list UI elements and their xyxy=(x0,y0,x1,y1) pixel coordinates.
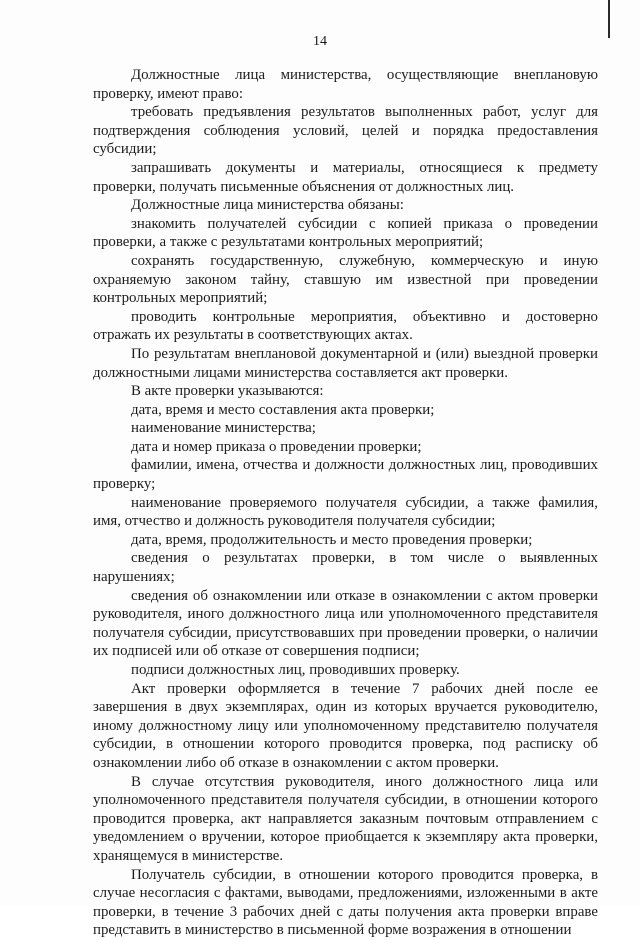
page-number: 14 xyxy=(313,34,327,49)
paragraph: По результатам внеплановой документарной и (или) выездной проверки должностными лицами министерства составляется акт проверки. xyxy=(93,345,598,381)
paragraph: подписи должностных лиц, проводивших проверку. xyxy=(131,662,460,678)
paragraph: В акте проверки указываются: xyxy=(131,383,324,400)
paragraph: запрашивать документы и материалы, относящиеся к предмету проверки, получать письменные объяснения от должностных лиц. xyxy=(93,159,598,195)
paragraph: Должностные лица министерства, осуществляющие внеплановую проверку, имеют право: xyxy=(93,67,598,102)
paragraph: наименование проверяемого получателя субсидии, а также фамилия, имя, отчество и должность руководителя получателя субсидии; xyxy=(93,494,598,530)
paragraph: В случае отсутствия руководителя, иного должностного лица или уполномоченного представителя получателя субсидии, в отношении которого проводится проверка, акт направляется заказным почтовым отправлением с уведомлением о вручении, которое приобщается к экземпляру акта проверки, хранящемуся в министерстве. xyxy=(93,773,598,864)
scan-edge-line xyxy=(608,0,610,38)
paragraph: сведения о результатах проверки, в том числе о выявленных нарушениях; xyxy=(93,550,598,586)
paragraph: дата, время и место составления акта проверки; xyxy=(131,401,435,418)
document-body xyxy=(93,66,598,940)
paragraph: требовать предъявления результатов выполненных работ, услуг для подтверждения соблюдения условий, целей и порядка предоставления субсидии; xyxy=(93,104,598,158)
paragraph: проводить контрольные мероприятия, объективно и достоверно отражать их результаты в соответствующих актах. xyxy=(93,308,598,344)
paragraph: сведения об ознакомлении или отказе в ознакомлении с актом проверки руководителя, иного должностного лица или уполномоченного представителя получателя субсидии, присутствовавших при проведении проверки, о наличии их подписей или об отказе от совершения подписи; xyxy=(93,587,598,660)
paragraph: дата, время, продолжительность и место проведения проверки; xyxy=(131,531,533,548)
paragraph: фамилии, имена, отчества и должности должностных лиц, проводивших проверку; xyxy=(93,457,598,493)
paragraph: Должностные лица министерства обязаны: xyxy=(131,197,404,214)
paragraph: знакомить получателей субсидии с копией приказа о проведении проверки, а также с результатами контрольных мероприятий; xyxy=(93,215,598,251)
paragraph: дата и номер приказа о проведении проверки; xyxy=(131,438,422,455)
paragraph: Получатель субсидии, в отношении которого проводится проверка, в случае несогласия с фактами, выводами, предложениями, изложенными в акте проверки, в течение 3 рабочих дней с даты получения акта проверки вправе представить в министерство в письменной форме возражения в отношении xyxy=(93,866,598,939)
paragraph: сохранять государственную, служебную, коммерческую и иную охраняемую законом тайну, ставшую им известной при проведении контрольных мероприятий; xyxy=(93,252,598,307)
paragraph: наименование министерства; xyxy=(131,420,316,437)
paragraph: Акт проверки оформляется в течение 7 рабочих дней после ее завершения в двух экземплярах, один из которых вручается руководителю, иному должностному лицу или уполномоченному представителю получателя субсидии, в отношении которого проводится проверка, под расписку об ознакомлении либо об отказе в ознакомлении с актом проверки. xyxy=(93,680,598,771)
